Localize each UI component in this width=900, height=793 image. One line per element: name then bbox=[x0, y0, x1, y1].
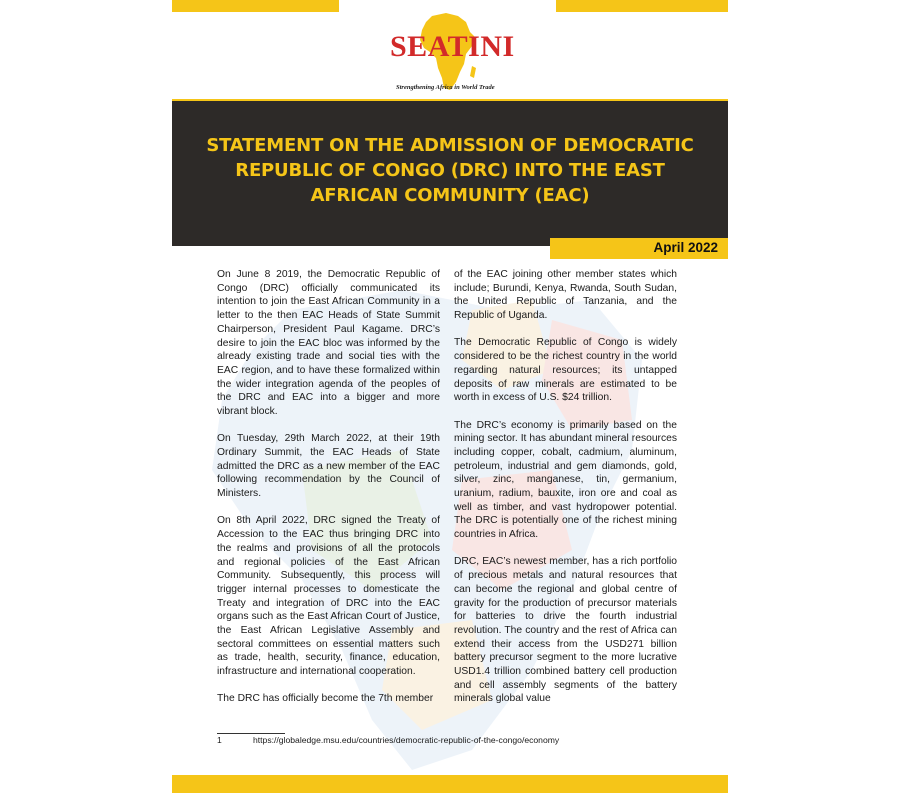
paragraph: of the EAC joining other member states which include; Burundi, Kenya, Rwanda, South Sudan, the United Republic of Tanzania, and the Republic of Uganda. bbox=[454, 269, 677, 322]
top-accent-bar-right bbox=[556, 0, 728, 12]
paragraph: DRC, EAC’s newest member, has a rich portfolio of precious metals and natural resources that can become the regional and global centre of gravity for the production of precursor materials for batteries to drive the fourth industrial revolution. The country and the rest of Africa can extend their access from the USD271 billion battery precursor segment to the more lucrative USD1.4 trillion combined battery cell production and cell assembly segments of the battery minerals global value bbox=[454, 556, 677, 705]
paragraph: On June 8 2019, the Democratic Republic of Congo (DRC) officially communicated its intention to join the East African Community in a letter to the then EAC Heads of State Summit Chairperson, President Paul Kagame. DRC’s desire to join the EAC bloc was informed by the already existing trade and social ties with the EAC region, and to have these formalized within the wider integration agenda of the peoples of the DRC and EAC into a bigger and more vibrant block. bbox=[217, 269, 440, 418]
left-column bbox=[217, 268, 440, 720]
logo-tagline: Strengthening Africa in World Trade bbox=[396, 84, 495, 91]
footnote-number: 1 bbox=[217, 735, 222, 745]
page-title: STATEMENT ON THE ADMISSION OF DEMOCRATIC REPUBLIC OF CONGO (DRC) INTO THE EAST AFRICAN COMMUNITY (EAC) bbox=[206, 135, 694, 206]
paragraph: The DRC has officially become the 7th member bbox=[217, 693, 434, 705]
document-page bbox=[172, 0, 728, 793]
footnote bbox=[217, 735, 559, 745]
paragraph: On 8th April 2022, DRC signed the Treaty of Accession to the EAC thus bringing DRC into the realms and provisions of all the protocols and regional policies of the East African Community. Subsequently, this process will trigger internal processes to domesticate the Treaty and integration of DRC into the EAC organs such as the East African Court of Justice, the East African Legislative Assembly and sectoral committees on essential matters such as trade, health, security, finance, education, infrastructure and international cooperation. bbox=[217, 515, 440, 678]
bottom-accent-bar bbox=[172, 775, 728, 793]
date-label: April 2022 bbox=[653, 240, 718, 255]
logo-wordmark: SEATINI bbox=[390, 30, 515, 63]
seatini-logo bbox=[372, 10, 522, 96]
footnote-link[interactable]: https://globaledge.msu.edu/countries/democratic-republic-of-the-congo/economy bbox=[253, 735, 560, 745]
top-accent-bar-left bbox=[172, 0, 339, 12]
paragraph: The DRC’s economy is primarily based on the mining sector. It has abundant mineral resources including copper, cobalt, cadmium, aluminum, petroleum, industrial and gem diamonds, gold, silver, zinc, manganese, tin, germanium, uranium, radium, bauxite, iron ore and coal as well as timber, and vast hydropower potential. The DRC is potentially one of the richest mining countries in Africa. bbox=[454, 419, 677, 541]
footnote-divider bbox=[217, 733, 285, 734]
right-column bbox=[454, 268, 677, 720]
paragraph: On Tuesday, 29th March 2022, at their 19th Ordinary Summit, the EAC Heads of State admitted the DRC as a new member of the EAC following recommendation by the Council of Ministers. bbox=[217, 433, 440, 500]
paragraph: The Democratic Republic of Congo is widely considered to be the richest country in the world regarding natural resources; its untapped deposits of raw minerals are estimated to be worth in excess of U.S. $24 trillion. bbox=[454, 337, 677, 404]
